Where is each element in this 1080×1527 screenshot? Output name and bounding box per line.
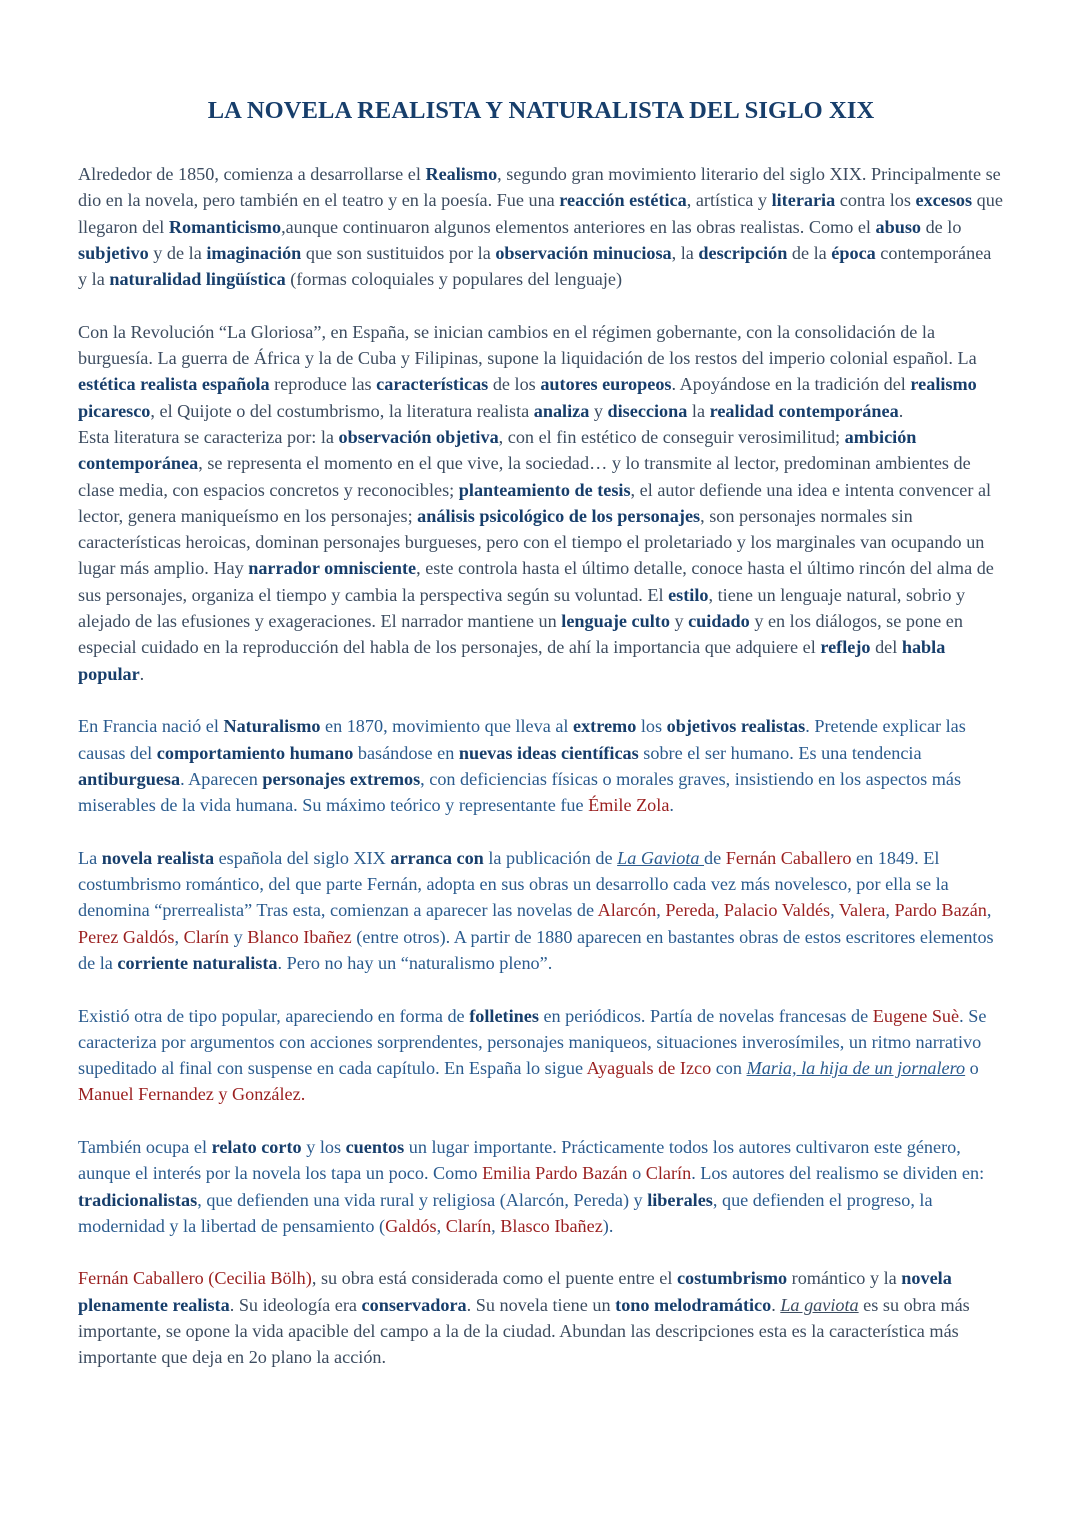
text-run: . bbox=[771, 1294, 781, 1315]
bold-term: subjetivo bbox=[78, 242, 149, 263]
text-run: . bbox=[139, 663, 145, 684]
bold-term: observación minuciosa bbox=[495, 242, 672, 263]
bold-term: abuso bbox=[875, 216, 922, 237]
bold-term: excesos bbox=[915, 190, 973, 211]
text-run: la publicación de bbox=[483, 847, 618, 868]
text-run: , la bbox=[671, 242, 699, 263]
bold-term: análisis psicológico de los personajes bbox=[417, 505, 701, 526]
text-run: Existió otra de tipo popular, apareciendo en forma de bbox=[78, 1005, 470, 1026]
text-run: La bbox=[78, 847, 102, 868]
bold-term: habla popular bbox=[78, 637, 946, 684]
bold-term: liberales bbox=[647, 1189, 713, 1210]
bold-term: época bbox=[831, 242, 876, 263]
bold-term: estética realista española bbox=[78, 374, 270, 395]
text-run: o bbox=[627, 1163, 646, 1184]
bold-term: conservadora bbox=[361, 1294, 467, 1315]
text-run: , bbox=[174, 926, 184, 947]
bold-term: narrador omnisciente bbox=[248, 558, 417, 579]
text-run: ). bbox=[602, 1215, 614, 1236]
bold-term: objetivos realistas bbox=[666, 716, 806, 737]
text-run: y bbox=[669, 611, 689, 632]
text-run: Con la Revolución “La Gloriosa”, en España, se inician cambios en el régimen gobernante, con la consolidación de la burguesía. La guerra de África y la de Cuba y Filipinas, supone la liquidación de los restos del imperio colonial español. La bbox=[78, 321, 977, 369]
text-run: , bbox=[885, 900, 895, 921]
bold-term: tradicionalistas bbox=[78, 1189, 198, 1210]
author-name: Ayaguals de Izco bbox=[586, 1058, 712, 1079]
bold-term: tono melodramático bbox=[615, 1294, 772, 1315]
bold-term: comportamiento humano bbox=[156, 742, 354, 763]
author-name: Blasco Ibañez bbox=[500, 1215, 603, 1236]
text-run: , con el fin estético de conseguir verosimilitud; bbox=[498, 426, 845, 447]
bold-term: realidad contemporánea bbox=[709, 400, 899, 421]
bold-term: folletines bbox=[469, 1005, 539, 1026]
text-run: que llegaron del bbox=[78, 190, 1003, 237]
text-run: . Su novela tiene un bbox=[466, 1294, 616, 1315]
author-name: Fernán Caballero bbox=[725, 847, 852, 868]
work-title: La Gaviota bbox=[617, 847, 705, 868]
bold-term: corriente naturalista bbox=[117, 952, 278, 973]
text-run: , bbox=[714, 900, 724, 921]
text-run: un lugar importante. Prácticamente todos los autores cultivaron este género, aunque el interés por la novela los tapa un poco. Como bbox=[78, 1136, 961, 1184]
paragraph-novela-espanola bbox=[78, 845, 1004, 976]
text-run: que son sustituidos por la bbox=[301, 242, 496, 263]
text-run: . Los autores del realismo se dividen en: bbox=[691, 1163, 985, 1184]
text-run: y en los diálogos, se pone en especial cuidado en la reproducción del habla de los personajes, de ahí la importancia que adquiere el bbox=[78, 611, 963, 658]
bold-term: estilo bbox=[668, 584, 709, 605]
author-name: Valera bbox=[838, 900, 886, 921]
text-run: contra los bbox=[835, 190, 916, 211]
work-title: Maria, la hija de un jornalero bbox=[746, 1058, 966, 1079]
text-run: Alrededor de 1850, comienza a desarrollarse el bbox=[78, 164, 426, 184]
text-run: en periódicos. Partía de novelas francesas de bbox=[538, 1005, 873, 1026]
bold-term: relato corto bbox=[211, 1136, 302, 1157]
bold-term: características bbox=[376, 374, 489, 395]
text-run: la bbox=[687, 400, 710, 421]
text-run: reproduce las bbox=[269, 374, 377, 395]
bold-term: novela realista bbox=[101, 847, 215, 868]
text-run: y bbox=[589, 400, 608, 421]
work-title: La gaviota bbox=[780, 1294, 859, 1315]
text-run: de lo bbox=[921, 216, 962, 237]
text-run: . Pretende explicar las causas del bbox=[78, 716, 966, 763]
author-name: Blanco Ibañez bbox=[247, 926, 352, 947]
text-run: , bbox=[436, 1215, 446, 1236]
bold-term: imaginación bbox=[206, 242, 302, 263]
text-run: . Pero no hay un “naturalismo pleno”. bbox=[277, 952, 553, 973]
author-name: Emilia Pardo Bazán bbox=[482, 1163, 628, 1184]
paragraph-revolucion bbox=[78, 319, 1004, 424]
text-run: en 1870, movimiento que lleva al bbox=[320, 716, 574, 737]
text-run: (formas coloquiales y populares del lenguaje) bbox=[285, 269, 623, 290]
author-name: Clarín bbox=[445, 1215, 492, 1236]
text-run: y de la bbox=[148, 242, 207, 263]
author-name: Eugene Suè bbox=[872, 1005, 960, 1026]
text-run: , se representa el momento en el que vive, la sociedad… y lo transmite al lector, predominan ambientes de clase media, con espacios concretos y reconocibles; bbox=[78, 453, 971, 500]
text-run: sobre el ser humano. Es una tendencia bbox=[638, 742, 922, 763]
text-run: . Aparecen bbox=[180, 768, 263, 789]
author-name: Clarín bbox=[645, 1163, 692, 1184]
bold-term: nuevas ideas científicas bbox=[458, 742, 639, 763]
text-run: o bbox=[965, 1058, 979, 1079]
text-run: . Apoyándose en la tradición del bbox=[671, 374, 911, 395]
paragraph-folletines bbox=[78, 1003, 1004, 1108]
paragraph-caracteristicas bbox=[78, 424, 1004, 687]
bold-term: antiburguesa bbox=[78, 768, 181, 789]
author-name: Manuel Fernandez y González. bbox=[78, 1084, 306, 1105]
bold-term: naturalidad lingüística bbox=[109, 269, 286, 290]
text-run: , bbox=[491, 1215, 501, 1236]
text-run: , con deficiencias físicas o morales graves, insistiendo en los aspectos más miserables de la vida humana. Su máximo teórico y representante fue bbox=[78, 768, 962, 816]
bold-term: costumbrismo bbox=[676, 1268, 788, 1289]
bold-term: cuidado bbox=[688, 611, 750, 632]
author-name: Palacio Valdés bbox=[723, 900, 831, 921]
bold-term: Realismo bbox=[425, 164, 498, 184]
bold-term: novela plenamente realista bbox=[78, 1268, 952, 1315]
bold-term: literaria bbox=[771, 190, 836, 211]
author-name: Pardo Bazán bbox=[894, 900, 987, 921]
text-run: en 1849. El costumbrismo romántico, del que parte Fernán, adopta en sus obras un desarrollo cada vez más novelesco, por ella se la denomina “prerrealista” Tras esta, comienzan a aparecer las novelas de bbox=[78, 847, 949, 921]
text-run: y los bbox=[301, 1136, 346, 1157]
text-run: . Su ideología era bbox=[229, 1294, 362, 1315]
text-run: , tiene un lenguaje natural, sobrio y alejado de las efusiones y exageraciones. El narrador mantiene un bbox=[78, 584, 966, 632]
text-run: . Se caracteriza por argumentos con acciones sorprendentes, personajes maniqueos, situaciones inverosímiles, un ritmo narrativo supeditado al final con suspense en cada capítulo. En España lo sigue bbox=[78, 1005, 987, 1079]
bold-term: Naturalismo bbox=[223, 716, 321, 737]
paragraph-fernan-caballero bbox=[78, 1265, 1004, 1370]
text-run: los bbox=[636, 716, 667, 737]
bold-term: cuentos bbox=[345, 1136, 405, 1157]
bold-term: arranca con bbox=[390, 847, 484, 868]
text-run: española del siglo XIX bbox=[214, 847, 391, 868]
text-run: , su obra está considerada como el puente entre el bbox=[311, 1268, 677, 1289]
text-run: , bbox=[986, 900, 992, 921]
text-run: , que defienden el progreso, la modernidad y la libertad de pensamiento ( bbox=[78, 1189, 933, 1236]
bold-term: ambición contemporánea bbox=[78, 426, 917, 474]
paragraph-realismo bbox=[78, 161, 1004, 292]
text-run: de los bbox=[488, 374, 541, 395]
text-run: En Francia nació el bbox=[78, 716, 224, 737]
text-run: . bbox=[898, 400, 904, 421]
bold-term: personajes extremos bbox=[262, 768, 421, 789]
text-run: , que defienden una vida rural y religiosa (Alarcón, Pereda) y bbox=[197, 1189, 648, 1210]
document-title: LA NOVELA REALISTA Y NATURALISTA DEL SIGLO XIX bbox=[207, 97, 875, 124]
author-name: Fernán Caballero (Cecilia Bölh) bbox=[78, 1268, 312, 1289]
author-name: Perez Galdós bbox=[78, 926, 175, 947]
text-run: . bbox=[669, 795, 674, 816]
paragraph-naturalismo bbox=[78, 713, 1004, 818]
text-run: También ocupa el bbox=[78, 1136, 212, 1157]
author-name: Alarcón bbox=[597, 900, 657, 921]
bold-term: planteamiento de tesis bbox=[458, 479, 631, 500]
text-run: es su obra más importante, se opone la vida apacible del campo a la de la ciudad. Abundan las descripciones esta es la característica más importante que deja en 2o plano la acción. bbox=[78, 1294, 970, 1368]
text-run: , bbox=[830, 900, 839, 921]
text-run: con bbox=[711, 1058, 747, 1079]
text-run: , el Quijote o del costumbrismo, la literatura realista bbox=[150, 400, 534, 421]
bold-term: autores europeos bbox=[540, 374, 672, 395]
bold-term: reflejo bbox=[820, 637, 871, 658]
text-run: de bbox=[704, 847, 726, 868]
bold-term: realismo picaresco bbox=[78, 374, 977, 421]
bold-term: analiza bbox=[533, 400, 590, 421]
text-run: de la bbox=[787, 242, 832, 263]
text-run: del bbox=[870, 637, 902, 658]
text-run: romántico y la bbox=[787, 1268, 902, 1289]
text-run: ,aunque continuaron algunos elementos anteriores en las obras realistas. Como el bbox=[281, 216, 876, 237]
text-run: , segundo gran movimiento literario del siglo XIX. Principalmente se dio en la novela, pero también en el teatro y en la poesía. Fue una bbox=[78, 164, 1001, 211]
text-run: , artística y bbox=[686, 190, 772, 211]
bold-term: observación objetiva bbox=[338, 426, 499, 447]
author-name: Clarín bbox=[183, 926, 230, 947]
bold-term: descripción bbox=[698, 242, 788, 263]
text-run: Esta literatura se caracteriza por: la bbox=[78, 426, 339, 447]
bold-term: disecciona bbox=[607, 400, 688, 421]
text-run: y bbox=[229, 926, 248, 947]
paragraph-relato-corto bbox=[78, 1134, 1004, 1239]
bold-term: lenguaje culto bbox=[561, 611, 670, 632]
text-run: , son personajes normales sin características heroicas, dominan personajes burgueses, pero con el tiempo el proletariado y los marginales van ocupando un lugar más amplio. Hay bbox=[78, 505, 985, 579]
author-name: Pereda bbox=[665, 900, 715, 921]
author-name: Émile Zola bbox=[588, 795, 670, 816]
text-run: contemporánea y la bbox=[78, 242, 992, 290]
text-run: , bbox=[656, 900, 666, 921]
bold-term: extremo bbox=[573, 716, 637, 737]
text-run: , este controla hasta el último detalle, conoce hasta el último rincón del alma de sus personajes, organiza el tiempo y cambia la perspectiva según su voluntad. El bbox=[78, 558, 994, 605]
bold-term: reacción estética bbox=[559, 190, 687, 211]
bold-term: Romanticismo bbox=[168, 216, 282, 237]
text-run: (entre otros). A partir de 1880 aparecen en bastantes obras de estos escritores elementos de la bbox=[78, 926, 994, 973]
text-run: , el autor defiende una idea e intenta convencer al lector, genera maniqueísmo en los personajes; bbox=[78, 479, 992, 526]
author-name: Galdós bbox=[385, 1215, 437, 1236]
text-run: basándose en bbox=[353, 742, 459, 763]
